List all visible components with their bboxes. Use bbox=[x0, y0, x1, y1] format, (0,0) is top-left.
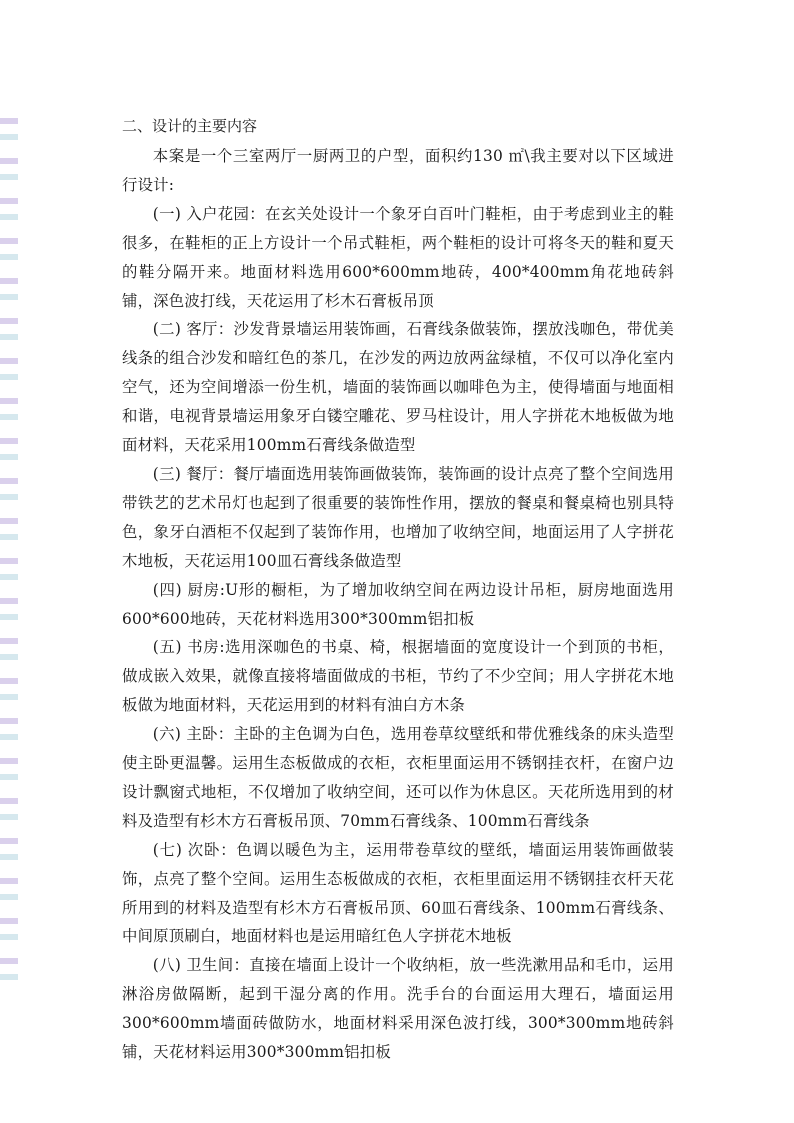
paragraph-bathroom: (八) 卫生间：直接在墙面上设计一个收纳柜，放一些洗漱用品和毛巾，运用淋浴房做隔断，起到干湿分离的作用。洗手台的台面运用大理石，墙面运用300*600mm墙面砖做防水，地面材料采用深色波打线，300*300mm地砖斜铺，天花材料运用300*300mm铝扣板 bbox=[122, 956, 674, 1062]
paragraph-second-bedroom: (七) 次卧：色调以暖色为主，运用带卷草纹的壁纸，墙面运用装饰画做装饰，点亮了整个空间。运用生态板做成的衣柜，衣柜里面运用不锈钢挂衣杆天花所用到的材料及造型有杉木方石膏板吊顶、60皿石膏线条、100mm石膏线条、中间原顶刷白，地面材料也是运用暗红色人字拼花木地板 bbox=[122, 840, 674, 946]
paragraph-intro: 本案是一个三室两厅一厨两卫的户型，面积约130 ㎡\我主要对以下区域进行设计: bbox=[122, 147, 674, 194]
paragraph-study: (五) 书房:选用深咖色的书桌、椅，根据墙面的宽度设计一个到顶的书柜，做成嵌入效果，就像直接将墙面做成的书柜，节约了不少空间；用人字拼花木地板做为地面材料，天花运用到的材料有油白方木条 bbox=[122, 638, 674, 715]
section-heading: 二、设计的主要内容 bbox=[122, 117, 258, 135]
paragraph-entry-garden: (一) 入户花园：在玄关处设计一个象牙白百叶门鞋柜，由于考虑到业主的鞋很多，在鞋柜的正上方设计一个吊式鞋柜，两个鞋柜的设计可将冬天的鞋和夏天的鞋分隔开来。地面材料选用600*600mm地砖，400*400mm角花地砖斜铺，深色波打线，天花运用了杉木石膏板吊顶 bbox=[122, 204, 674, 310]
document-body bbox=[122, 114, 674, 1067]
paragraph-kitchen: (四) 厨房:U形的橱柜，为了增加收纳空间在两边设计吊柜，厨房地面选用600*600地砖，天花材料选用300*300mm铝扣板 bbox=[122, 580, 674, 628]
paragraph-dining-room: (三) 餐厅：餐厅墙面选用装饰画做装饰，装饰画的设计点亮了整个空间选用带铁艺的艺术吊灯也起到了很重要的装饰性作用，摆放的餐桌和餐桌椅也别具特色，象牙白酒柜不仅起到了装饰作用，也增加了收纳空间，地面运用了人字拼花木地板，天花运用100皿石膏线条做造型 bbox=[122, 464, 674, 570]
paragraph-living-room: (二) 客厅：沙发背景墙运用装饰画，石膏线条做装饰，摆放浅咖色，带优美线条的组合沙发和暗红色的茶几，在沙发的两边放两盆绿植，不仅可以净化室内空气，还为空间增添一份生机，墙面的装饰画以咖啡色为主，使得墙面与地面相和谐，电视背景墙运用象牙白镂空雕花、罗马柱设计，用人字拼花木地板做为地面材料，天花采用100mm石膏线条做造型 bbox=[122, 320, 674, 455]
margin-artifact-strip bbox=[0, 110, 18, 990]
paragraph-master-bedroom: (六) 主卧：主卧的主色调为白色，选用卷草纹壁纸和带优雅线条的床头造型使主卧更温馨。运用生态板做成的衣柜，衣柜里面运用不锈钢挂衣杆，在窗户边设计飘窗式地柜，不仅增加了收纳空间，还可以作为休息区。天花所选用到的材料及造型有杉木方石膏板吊顶、70mm石膏线条、100mm石膏线条 bbox=[122, 725, 674, 830]
